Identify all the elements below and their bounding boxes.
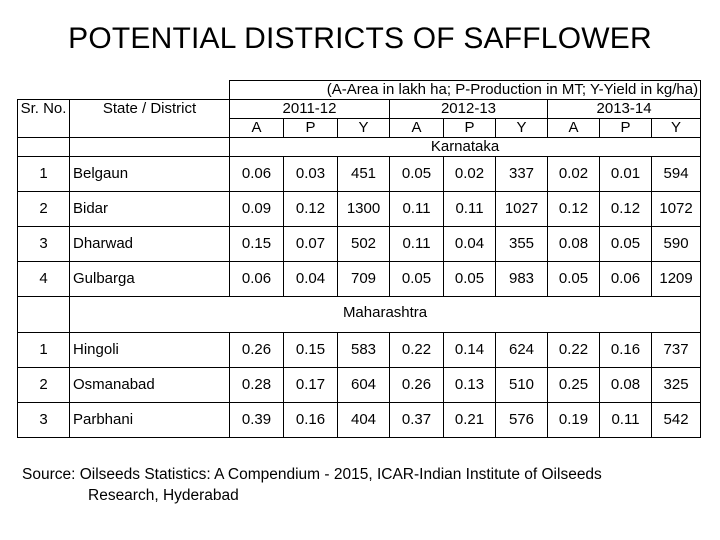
- sub-header: Y: [652, 119, 701, 138]
- table-row: 2 Bidar 0.09 0.12 1300 0.11 0.11 1027 0.12 0.12 1072: [18, 192, 701, 227]
- state-district-header: State / District: [70, 100, 230, 138]
- maharashtra-rows: [18, 333, 701, 438]
- sub-header: P: [444, 119, 496, 138]
- sub-header: P: [600, 119, 652, 138]
- sub-header: P: [284, 119, 338, 138]
- source-note: [22, 464, 712, 506]
- section-maharashtra: Maharashtra: [70, 297, 701, 333]
- table-row: 4 Gulbarga 0.06 0.04 709 0.05 0.05 983 0.05 0.06 1209: [18, 262, 701, 297]
- year-header-2013: 2013-14: [548, 100, 701, 119]
- sub-header: A: [230, 119, 284, 138]
- section-karnataka: Karnataka: [230, 138, 701, 157]
- safflower-districts-table: [17, 80, 701, 438]
- table-header: [18, 81, 701, 157]
- page-title: POTENTIAL DISTRICTS OF SAFFLOWER: [68, 22, 652, 55]
- table-row: 1 Belgaun 0.06 0.03 451 0.05 0.02 337 0.02 0.01 594: [18, 157, 701, 192]
- table-row: 1 Hingoli 0.26 0.15 583 0.22 0.14 624 0.22 0.16 737: [18, 333, 701, 368]
- table-row: 3 Dharwad 0.15 0.07 502 0.11 0.04 355 0.08 0.05 590: [18, 227, 701, 262]
- sub-header: Y: [338, 119, 390, 138]
- table-row: 2 Osmanabad 0.28 0.17 604 0.26 0.13 510 0.25 0.08 325: [18, 368, 701, 403]
- year-header-2011: 2011-12: [230, 100, 390, 119]
- sub-header: A: [548, 119, 600, 138]
- source-line-2: Research, Hyderabad: [88, 487, 239, 504]
- source-line-1: Source: Oilseeds Statistics: A Compendium - 2015, ICAR-Indian Institute of Oilseeds: [22, 466, 602, 483]
- year-header-2012: 2012-13: [390, 100, 548, 119]
- sr-no-header: Sr. No.: [18, 100, 70, 138]
- sub-header: Y: [496, 119, 548, 138]
- table-row: 3 Parbhani 0.39 0.16 404 0.37 0.21 576 0.19 0.11 542: [18, 403, 701, 438]
- karnataka-rows: [18, 157, 701, 333]
- sub-header: A: [390, 119, 444, 138]
- unit-note: (A-Area in lakh ha; P-Production in MT; Y-Yield in kg/ha): [230, 81, 701, 100]
- section-row: [18, 297, 701, 333]
